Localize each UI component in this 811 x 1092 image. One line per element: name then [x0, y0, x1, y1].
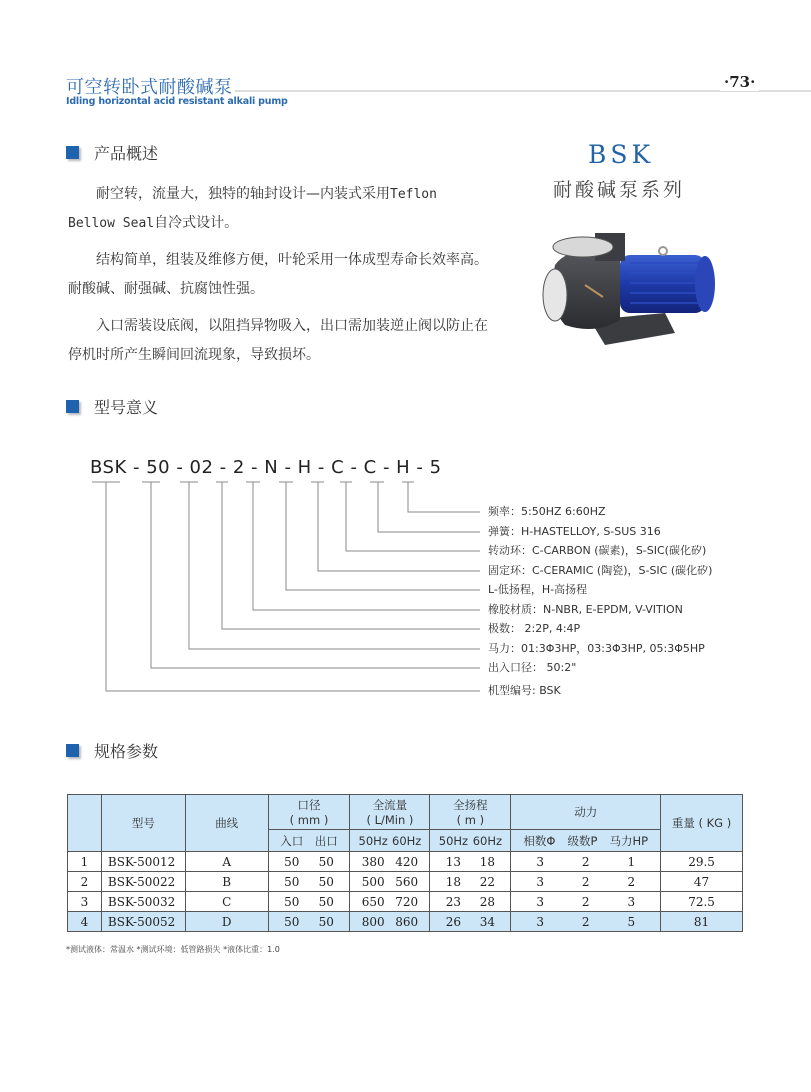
page-title: 可空转卧式耐酸碱泵 — [66, 77, 233, 98]
legend-rubber: 橡胶材质：N-NBR, E-EPDM, V-VITION — [488, 603, 683, 616]
series-name: 耐酸碱泵系列 — [553, 179, 686, 201]
legend-frequency: 频率：5:50HZ 6:60HZ — [488, 505, 606, 518]
section-heading-specs — [66, 739, 158, 761]
header-bore: 口径 ( mm ) — [268, 795, 350, 830]
model-code: BSK - 50 - 02 - 2 - N - H - C - C - H - 5 — [90, 457, 442, 478]
table-row: 4 BSK-50052 D 50 50 800 860 26 34 3 2 5 81 — [68, 912, 743, 932]
subheader-power: 相数Φ 级数P 马力HP — [511, 830, 661, 852]
subheader-head: 50Hz 60Hz — [430, 830, 511, 852]
legend-poles: 极数： 2:2P, 4:4P — [488, 622, 581, 635]
header-power: 动力 — [511, 795, 661, 830]
table-row: 3 BSK-50032 C 50 50 650 720 23 28 3 2 3 72.5 — [68, 892, 743, 912]
subheader-flow: 50Hz 60Hz — [350, 830, 430, 852]
legend-bore: 出入口径： 50:2" — [488, 661, 577, 674]
legend-horsepower: 马力：01:3Φ3HP，03:3Φ3HP, 05:3Φ5HP — [488, 642, 705, 655]
table-row: 1 BSK-50012 A 50 50 380 420 13 18 3 2 1 29.5 — [68, 852, 743, 872]
header-flow: 全流量 ( L/Min ) — [350, 795, 430, 830]
header-head: 全扬程 ( m ) — [430, 795, 511, 830]
bullet-square-icon — [66, 744, 79, 757]
series-code: BSK — [588, 140, 655, 169]
legend-spring: 弹簧：H-HASTELLOY, S-SUS 316 — [488, 525, 661, 538]
overview-paragraph-2: 结构简单，组装及维修方便，叶轮采用一体成型寿命长效率高。耐酸碱、耐强碱、抗腐蚀性强。 — [68, 252, 488, 297]
legend-head: L-低扬程，H-高扬程 — [488, 583, 588, 596]
page-subtitle: Idling horizontal acid resistant alkali pump — [66, 96, 288, 107]
header-weight: 重量 ( KG ) — [661, 795, 743, 852]
legend-model-no: 机型编号: BSK — [488, 684, 561, 697]
legend-stationary-ring: 固定环：C-CERAMIC (陶瓷)，S-SIC (碳化矽) — [488, 564, 713, 577]
section-label: 规格参数 — [94, 741, 159, 761]
table-row: 2 BSK-50022 B 50 50 500 560 18 22 3 2 2 47 — [68, 872, 743, 892]
test-conditions-note: *测试液体：常温水 *测试环境：低管路损失 *液体比重：1.0 — [66, 945, 280, 954]
section-label: 型号意义 — [94, 397, 159, 417]
header-index — [68, 795, 102, 852]
page-number: ·73· — [720, 73, 759, 91]
section-label: 产品概述 — [94, 143, 159, 163]
spec-table — [67, 794, 743, 932]
legend-rotating-ring: 转动环：C-CARBON (碳素)，S-SIC(碳化矽) — [488, 544, 707, 557]
subheader-bore: 入口 出口 — [268, 830, 350, 852]
header-model: 型号 — [101, 795, 185, 852]
overview-paragraph-1: 耐空转，流量大，独特的轴封设计—内装式采用Teflon Bellow Seal自冷式设计。 — [68, 186, 437, 231]
overview-paragraph-3: 入口需装设底阀，以阻挡异物吸入，出口需加装逆止阀以防止在停机时所产生瞬间回流现象，导致损坏。 — [68, 318, 488, 363]
header-curve: 曲线 — [185, 795, 268, 852]
